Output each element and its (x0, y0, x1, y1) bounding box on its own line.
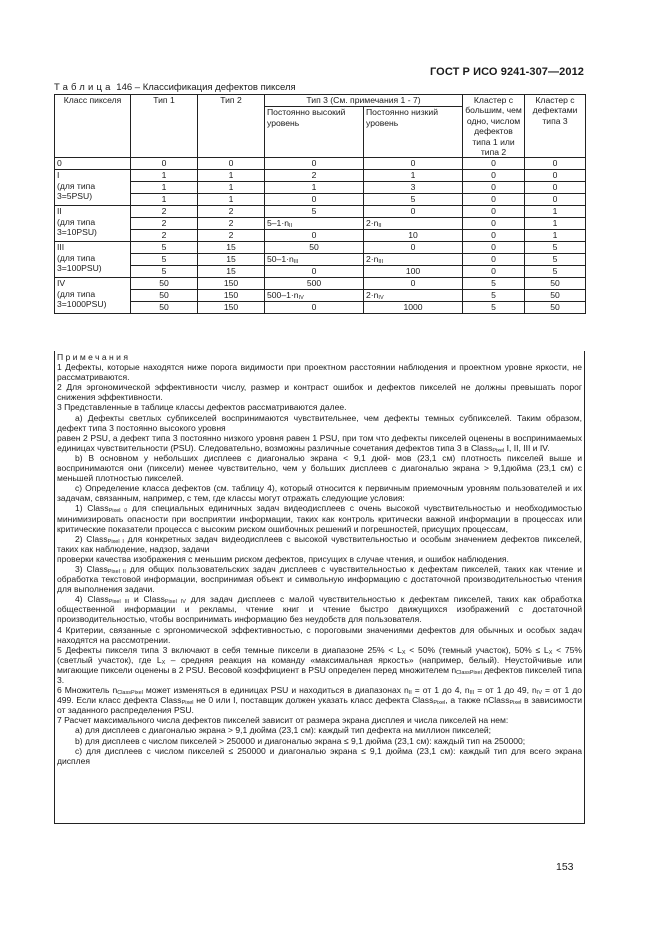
text: 4) Class (75, 594, 109, 605)
cell: 0 (463, 218, 525, 230)
cell: 5 (525, 254, 586, 266)
header-high-level: Постоянно высокий уровень (265, 107, 364, 158)
cell-formula (265, 290, 364, 302)
cell: 2 (265, 170, 364, 182)
cell: 5 (463, 290, 525, 302)
cell: 50 (525, 290, 586, 302)
cell: 5 (131, 242, 198, 254)
cell-formula (364, 254, 463, 266)
formula-text: 500–1·n (267, 290, 299, 301)
cell: 0 (265, 194, 364, 206)
table-row (55, 242, 586, 254)
cell-formula (265, 254, 364, 266)
cell: 0 (265, 302, 364, 314)
cell: 1 (198, 182, 265, 194)
cell: 0 (364, 242, 463, 254)
note-6 (57, 685, 582, 715)
text: 6 Множитель n (57, 685, 118, 696)
subscript: II (408, 690, 412, 697)
header-low-level: Постоянно низкий уровень (364, 107, 463, 158)
cell: 1 (525, 230, 586, 242)
cell: 150 (198, 290, 265, 302)
cell: 1 (131, 170, 198, 182)
condition-2 (57, 534, 582, 554)
text: , а также nClass (445, 695, 510, 706)
cell: 0 (463, 266, 525, 278)
cell: 0 (463, 158, 525, 170)
table-row (55, 194, 586, 206)
cell: 500 (265, 278, 364, 290)
cell: 0 (463, 194, 525, 206)
cell: 3 (364, 182, 463, 194)
cell: 1 (525, 206, 586, 218)
class-note: (для типа (57, 216, 96, 227)
subscript: III (469, 690, 475, 697)
cell: 0 (265, 230, 364, 242)
class-label: II (57, 206, 62, 217)
cell: 5 (463, 278, 525, 290)
cell: 50 (131, 302, 198, 314)
text: = от 1 до 499. Если класс дефекта Class (57, 685, 582, 706)
table-row (55, 302, 586, 314)
cell-formula (364, 290, 463, 302)
cell: 1 (265, 182, 364, 194)
cell: 50 (131, 290, 198, 302)
subscript: Pixel I (107, 538, 124, 545)
cell: 2 (198, 230, 265, 242)
text: для общих пользовательских задач дисплеев с чувствительностью к дефектам пикселей, таких как чтение и обработка текстовой информации, воспринимая объект и символьную информацию с достаточной производительностью чтения для выполнения задачи. (57, 563, 582, 595)
note-3a: a) Дефекты светлых субпикселей воспринимаются чувствительнее, чем дефекты темных субпикселей. Таким образом, дефект типа 3 постоянно высокого уровня (57, 412, 582, 433)
cell: 0 (525, 182, 586, 194)
cell-class (55, 278, 131, 314)
subscript: X (161, 659, 166, 666)
formula-text: 50–1·n (267, 254, 294, 265)
cell: 0 (463, 170, 525, 182)
note-7c: c) для дисплеев с числом пикселей ≤ 250000 и диагональю экрана ≤ 9,1 дюйма (23,1 см): каждый тип для всего экрана дисплея (57, 745, 582, 766)
text: < 75% (светлый участок), где L (57, 644, 582, 665)
cell: 5 (525, 266, 586, 278)
text: равен 2 PSU, а дефект типа 3 постоянно низкого уровня равен 1 PSU, при том что дефекты пикселей оценены в воспринимаемых единицах чувствительности (PSU). Следовательно, возможны различные сочетания дефектов типа 3 в Class (57, 432, 582, 453)
cell-class: 0 (55, 158, 131, 170)
cell-formula (265, 218, 364, 230)
cell: 5 (131, 254, 198, 266)
text: = от 1 до 49, n (474, 685, 537, 696)
note-2: 2 Для эргономической эффективности числу, размер и контраст ошибок и дефектов пикселей не должны превышать порог снижения эффективности. (57, 382, 582, 403)
formula-text: 2·n (366, 254, 379, 265)
subscript: Pixel (181, 700, 194, 707)
text: для конкретных задач видеодисплеев с высокой чувствительностью и особым значением дефектов пикселей, таких как наблюдение, надзор, задачи (57, 533, 582, 554)
note-7: 7 Расчет максимального числа дефектов пикселей зависит от размера экрана дисплея и числа пикселей на нем: (57, 715, 509, 726)
subscript: Pixel III (108, 599, 130, 606)
subscript: Pixel IV (164, 599, 186, 606)
text: не 0 или I, поставщик должен указать класс дефекта Class (193, 695, 434, 706)
cell: 1000 (364, 302, 463, 314)
class-label: I (57, 170, 60, 181)
text: 2) Class (75, 533, 108, 544)
formula-text: 2·n (366, 290, 379, 301)
condition-4 (57, 594, 582, 624)
cell: 0 (265, 158, 364, 170)
class-note: 3=1000PSU) (57, 299, 107, 310)
note-3b: b) В основном у небольших дисплеев с диагональю экрана < 9,1 дюй- мов (23,1 см) плотность пикселей выше и воспринимаются они (пиксели) менее чувствительно, чем у больших дисплеев с диагональю экрана > 9,1дюйма (23,1 см) с меньшей плотностью пикселей. (57, 452, 582, 484)
table-notes (54, 351, 585, 824)
formula-subscript: III (378, 259, 384, 266)
cell-class (55, 242, 131, 278)
header-cluster12: Кластер с большим, чем одно, числом дефектов типа 1 или типа 2 (463, 95, 525, 158)
pixel-defect-table (54, 94, 586, 314)
note-7a: a) для дисплеев с диагональю экрана > 9,1 дюйма (23,1 см): каждый тип дефекта на миллион пикселей; (75, 725, 492, 736)
table-row (55, 158, 586, 170)
subscript: Pixel (433, 700, 446, 707)
notes-title: Примечания (57, 352, 131, 362)
formula-subscript: II (288, 223, 293, 230)
cell: 5 (364, 194, 463, 206)
cell-class (55, 206, 131, 242)
table-row (55, 218, 586, 230)
table-row (55, 254, 586, 266)
text: = от 1 до 4, n (411, 685, 470, 696)
table-row (55, 182, 586, 194)
cell: 5 (463, 302, 525, 314)
header-type1: Тип 1 (131, 95, 198, 158)
cell: 0 (525, 158, 586, 170)
formula-text: 2·n (366, 218, 379, 229)
text: и Class (129, 594, 165, 605)
class-note: 3=10PSU) (57, 227, 97, 238)
condition-2-cont: проверки качества изображения с меньшим риском дефектов, присущих в случае чтения, и ошибок наблюдения. (57, 553, 509, 564)
subscript: Pixel (492, 447, 505, 454)
table-header-row (55, 95, 586, 107)
class-label: III (57, 242, 65, 253)
table-row (55, 206, 586, 218)
cell: 0 (198, 158, 265, 170)
class-label: IV (57, 278, 66, 289)
note-1: 1 Дефекты, которые находятся ниже порога видимости при проектном расстоянии наблюдения и проектном уровне яркости, не рассматриваются. (57, 362, 582, 383)
class-note: 3=100PSU) (57, 263, 102, 274)
formula-text: 5–1·n (267, 218, 289, 229)
cell: 2 (131, 206, 198, 218)
condition-1 (57, 503, 582, 533)
header-class: Класс пикселя (55, 95, 131, 158)
note-3c: c) Определение класса дефектов (см. таблицу 4), который относится к первичным приемочным уровням пользователей и их задачам, связанным, например, с тем, где классы могут отражать следующие условия: (57, 483, 582, 504)
cell: 15 (198, 242, 265, 254)
cell: 15 (198, 266, 265, 278)
class-note: (для типа (57, 288, 96, 299)
cell: 2 (131, 218, 198, 230)
subscript: Pixel 0 (108, 508, 128, 515)
formula-subscript: III (293, 259, 299, 266)
text: 3) Class (75, 563, 108, 574)
subscript: Pixel (509, 700, 522, 707)
header-type2: Тип 2 (198, 95, 265, 158)
cell: 50 (265, 242, 364, 254)
cell: 2 (198, 206, 265, 218)
note-5 (57, 645, 582, 685)
cell: 0 (463, 242, 525, 254)
cell: 0 (364, 206, 463, 218)
cell: 0 (463, 206, 525, 218)
cell: 150 (198, 278, 265, 290)
cell: 2 (131, 230, 198, 242)
table-row (55, 278, 586, 290)
cell: 0 (525, 170, 586, 182)
cell: 0 (463, 182, 525, 194)
cell: 50 (525, 302, 586, 314)
cell: 0 (525, 194, 586, 206)
condition-3 (57, 564, 582, 594)
cell: 0 (463, 230, 525, 242)
page-number: 153 (556, 861, 574, 873)
cell: 1 (198, 170, 265, 182)
cell: 5 (131, 266, 198, 278)
cell: 50 (525, 278, 586, 290)
text: – средняя реакция на команду «максимальная яркость» (например, белый). Неустойчивые или мигающие пиксели оценены в 2 PSU. Весовой коэффициент в PSU определен перед множителем n (57, 654, 582, 675)
document-header: ГОСТ Р ИСО 9241-307—2012 (429, 66, 584, 78)
cell: 1 (131, 194, 198, 206)
note-3: 3 Представленные в таблице классы дефектов рассматриваются далее. (57, 402, 347, 413)
cell-formula (364, 218, 463, 230)
cell: 0 (364, 158, 463, 170)
class-note: 3=5PSU) (57, 191, 93, 202)
text: в зависимости от заданного распределения PSU. (57, 695, 582, 716)
formula-subscript: II (378, 223, 382, 230)
text: 1) Class (75, 503, 109, 514)
cell: 0 (463, 254, 525, 266)
cell: 1 (525, 218, 586, 230)
formula-subscript: IV (298, 295, 304, 302)
subscript: ClassPixel (456, 669, 482, 676)
table-row (55, 170, 586, 182)
text: может изменяться в единицах PSU и находиться в диапазонах n (142, 685, 409, 696)
text: для специальных единичных задач видеодисплеев с очень высокой чувствительностью и необходимостью минимизировать опасности при восприятии информации, таких как контроль критически важной информации в процессах или критические показатели процесса с высоким риском ошибочных решений и погрешностей, присущих процессам, (57, 503, 582, 534)
subscript: Pixel II (107, 568, 126, 575)
cell: 0 (364, 278, 463, 290)
note-7b: b) для дисплеев с числом пикселей > 250000 и диагональю экрана ≤ 9,1 дюйма (23,1 см): каждый тип на 250000; (75, 735, 526, 746)
subscript: X (401, 649, 406, 656)
text: < 50% (темный участок), 50% ≤ L (405, 644, 549, 655)
subscript: IV (536, 690, 543, 697)
cell: 1 (364, 170, 463, 182)
caption-title: 146 – Классификация дефектов пикселя (113, 82, 296, 93)
cell: 10 (364, 230, 463, 242)
subscript: ClassPixel (117, 690, 143, 697)
table-row (55, 266, 586, 278)
cell: 0 (265, 266, 364, 278)
caption-prefix: Таблица (54, 82, 114, 93)
subscript: X (548, 649, 553, 656)
cell: 150 (198, 302, 265, 314)
cell: 5 (525, 242, 586, 254)
text: для задач дисплеев с малой чувствительностью к дефектам пикселей, таких как обработка общественной информации и рекламы, чтение книг и чтение быстро движущихся изображений с достаточной производительностью, чтобы воспринимать информацию без неудобств для пользователя. (57, 594, 582, 625)
cell: 1 (131, 182, 198, 194)
text: I, II, III и IV. (504, 442, 550, 453)
cell: 0 (131, 158, 198, 170)
class-note: (для типа (57, 180, 96, 191)
header-type3: Тип 3 (См. примечания 1 - 7) (265, 95, 463, 107)
cell: 50 (131, 278, 198, 290)
note-3a-cont (57, 433, 582, 453)
cell: 5 (265, 206, 364, 218)
cell: 15 (198, 254, 265, 266)
text: 5 Дефекты пикселя типа 3 включают в себя темные пиксели в диапазоне 25% < L (57, 644, 402, 655)
cell-class (55, 170, 131, 206)
header-cluster3: Кластер с дефектами типа 3 (525, 95, 586, 158)
cell: 1 (198, 194, 265, 206)
cell: 100 (364, 266, 463, 278)
note-4: 4 Критерии, связанные с эргономической эффективностью, с пороговыми значениями дефектов для обычных и особых задач находятся на рассмотрении. (57, 624, 582, 645)
formula-subscript: IV (378, 295, 384, 302)
class-note: (для типа (57, 252, 96, 263)
text: дефектов пикселей типа 3. (57, 664, 582, 685)
table-row (55, 230, 586, 242)
table-caption (54, 82, 296, 93)
table-row (55, 290, 586, 302)
cell: 2 (198, 218, 265, 230)
